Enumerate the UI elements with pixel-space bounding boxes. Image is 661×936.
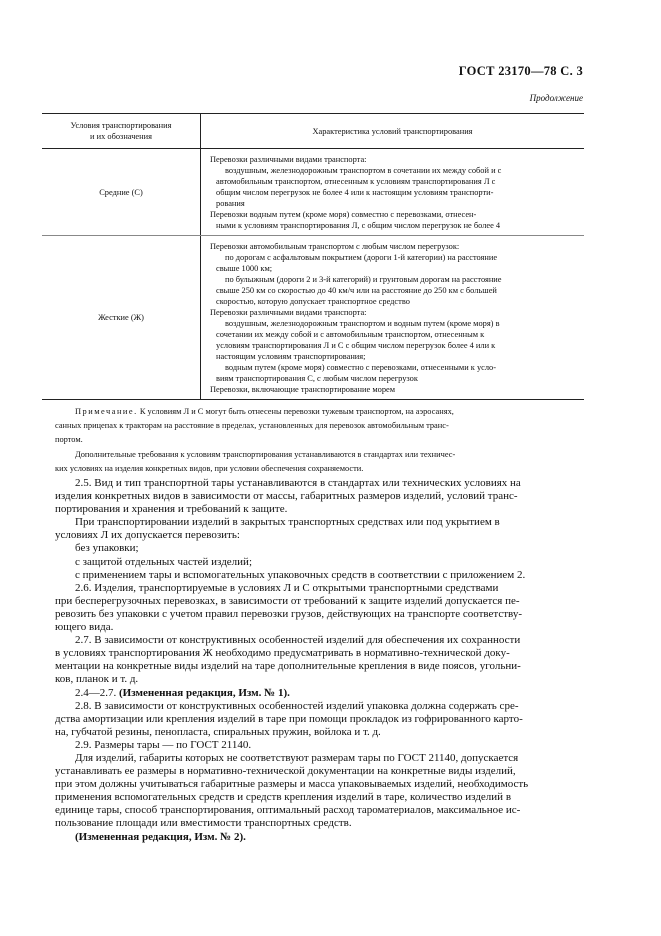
body-line: 2.6. Изделия, транспортируемые в условиях Л и С открытыми транспортными средствами xyxy=(75,581,499,594)
characteristic-line: сочетании их между собой и с автомобильным транспортом, отнесенным к xyxy=(216,330,485,339)
page-header-title: ГОСТ 23170—78 С. 3 xyxy=(458,64,583,78)
body-line: ментации на конкретные виды изделий на таре дополнительные крепления в виде поясов, угольни- xyxy=(55,660,521,673)
characteristic-line: настоящим условиям транспортирования; xyxy=(216,352,366,361)
condition-cell: Жесткие (Ж) xyxy=(42,236,201,400)
transport-conditions-table xyxy=(42,113,584,400)
body-line: ющего вида. xyxy=(55,621,114,634)
body-line: ков, планок и т. д. xyxy=(55,673,139,686)
body-line: в условиях транспортирования Ж необходимо предусматривать в нормативно-технической доку- xyxy=(55,647,510,660)
characteristic-line: Перевозки водным путем (кроме моря) совместно с перевозками, отнесен- xyxy=(210,210,477,219)
condition-cell: Средние (С) xyxy=(42,149,201,236)
characteristic-line: Перевозки автомобильным транспортом с любым числом перегрузок: xyxy=(210,242,460,251)
characteristic-line: по дорогам с асфальтовым покрытием (дороги 1-й категории) на расстояние xyxy=(225,253,498,262)
additional-requirements-note: Дополнительные требования к условиям транспортирования устанавливаются в стандартах или техничес- ких условиях на изделия конкретных видов, при условии обеспечения сохраняемости. xyxy=(55,450,456,473)
table-row xyxy=(42,149,584,236)
characteristics-cell xyxy=(201,236,585,400)
body-line: изделия конкретных видов в зависимости от массы, габаритных размеров изделий, условий транс- xyxy=(55,490,518,503)
characteristic-line: виям транспортирования С, с любым числом перегрузок xyxy=(216,374,418,383)
characteristics-cell xyxy=(201,149,585,236)
body-line: 2.7. В зависимости от конструктивных особенностей изделий для обеспечения их сохранности xyxy=(75,634,521,647)
body-line: с защитой отдельных частей изделий; xyxy=(75,555,252,568)
body-line: пользование площади или вместимости транспортных средств. xyxy=(55,817,352,830)
note-label: Примечание. xyxy=(75,407,138,416)
characteristic-line: автомобильным транспортом, отнесенным к условиям транспортирования Л с xyxy=(216,177,496,186)
column-header-conditions: Условия транспортирования и их обозначения xyxy=(42,114,201,149)
characteristic-line: воздушным, железнодорожным транспортом в сочетании их между собой и с xyxy=(225,166,502,175)
characteristic-line: Перевозки различными видами транспорта: xyxy=(210,155,367,164)
column-header-characteristics: Характеристика условий транспортирования xyxy=(201,114,585,149)
body-line: При транспортировании изделий в закрытых транспортных средствах или под укрытием в xyxy=(75,516,500,529)
body-line: 2.9. Размеры тары — по ГОСТ 21140. xyxy=(75,738,252,751)
characteristic-line: воздушным, железнодорожным транспортом и водным путем (кроме моря) в xyxy=(225,319,500,328)
body-line: без упаковки; xyxy=(75,542,139,555)
body-line: (Измененная редакция, Изм. № 2). xyxy=(75,830,246,843)
body-line: устанавливать ее размеры в нормативно-технической документации на конкретные виды изделий, xyxy=(55,765,516,778)
body-line: 2.8. В зависимости от конструктивных особенностей изделий упаковка должна содержать сре- xyxy=(75,699,519,712)
characteristic-line: условиям транспортирования Л и С с общим числом перегрузок более 4 или к xyxy=(216,341,496,350)
body-line: 2.4—2.7. (Измененная редакция, Изм. № 1). xyxy=(75,686,290,699)
characteristic-line: общим числом перегрузок не более 4 или к настоящим условиям транспорти- xyxy=(216,188,494,197)
characteristic-line: рования xyxy=(216,199,245,208)
body-line: на, губчатой резины, пенопласта, спиральных пружин, войлока и т. д. xyxy=(55,725,381,738)
body-line: при бесперегрузочных перевозках, в зависимости от требований к защите изделий допускается пе- xyxy=(55,594,520,607)
characteristic-line: водным путем (кроме моря) совместно с перевозками, отнесенными к усло- xyxy=(225,363,497,372)
characteristic-line: Перевозки, включающие транспортирование морем xyxy=(210,385,396,394)
body-line: 2.5. Вид и тип транспортной тары устанавливаются в стандартах или технических условиях на xyxy=(75,477,521,489)
table-row xyxy=(42,236,584,400)
body-line: Для изделий, габариты которых не соответствуют размерам тары по ГОСТ 21140, допускается xyxy=(75,751,519,764)
characteristic-line: свыше 1000 км; xyxy=(216,264,273,273)
body-line: дства амортизации или крепления изделий в таре при помощи прокладок из гофрированного карто- xyxy=(55,712,523,725)
body-line: условиях Л их допускается перевозить: xyxy=(55,529,240,542)
body-line: портирования и хранения и требований к защите. xyxy=(55,503,288,516)
characteristic-line: ными к условиям транспортирования Л, с общим числом перегрузок не более 4 xyxy=(216,221,501,230)
body-line: применения вспомогательных средств и средств крепления изделий в таре, количество изделий в xyxy=(55,791,512,804)
amendment-note: (Измененная редакция, Изм. № 1). xyxy=(119,686,290,699)
characteristic-line: Перевозки различными видами транспорта: xyxy=(210,308,367,317)
body-line: единице тары, способ транспортирования, оптимальный расход тароматериалов, максимальное ис- xyxy=(55,804,521,817)
table-note: Примечание. К условиям Л и С могут быть отнесены перевозки тужевым транспортом, на аэросанях, санных прицепах к тракторам на расстояние в пределах, установленных для перевозок автомобильным транс- портом. xyxy=(55,407,454,444)
body-line: ревозить без упаковки с учетом правил перевозки грузов, действующих на транспорте соответству- xyxy=(55,607,522,620)
characteristic-line: скоростью, которую допускает транспортное средство xyxy=(216,297,410,306)
body-line: при этом должны учитываться габаритные размеры и масса упаковываемых изделий, необходимость xyxy=(55,778,529,791)
characteristic-line: свыше 250 км со скоростью до 40 км/ч или на расстояние до 250 км с большей xyxy=(216,286,497,295)
body-text xyxy=(55,477,585,844)
body-line: с применением тары и вспомогательных упаковочных средств в соответствии с приложением 2. xyxy=(75,568,526,581)
characteristic-line: по булыжным (дороги 2 и 3-й категорий) и грунтовым дорогам на расстояние xyxy=(225,275,502,284)
continuation-label: Продолжение xyxy=(529,93,583,103)
